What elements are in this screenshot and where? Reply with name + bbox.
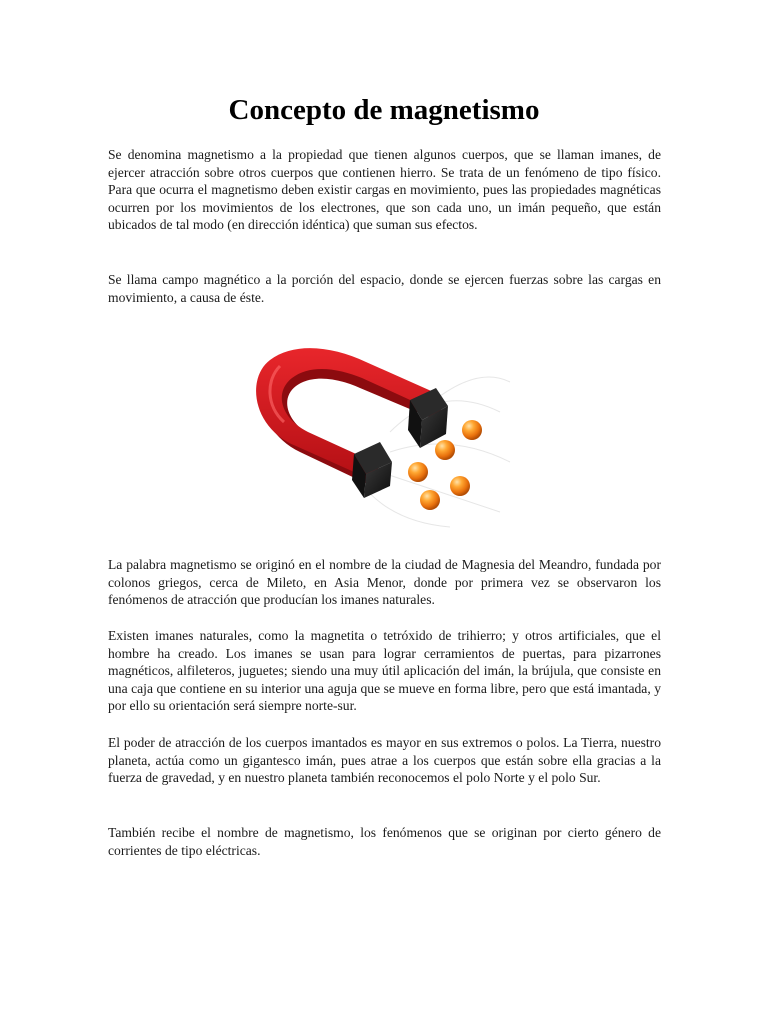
magnet-pole-south bbox=[352, 442, 392, 498]
paragraph-magnetic-field: Se llama campo magnético a la porción del espacio, donde se ejercen fuerzas sobre las cargas en movimiento, a causa de éste. bbox=[108, 272, 661, 305]
paragraph-natural-artificial: Existen imanes naturales, como la magnetita o tetróxido de trihierro; y otros artificiales, que el hombre ha creado. Los imanes se usan para lograr cerramientos de puertas, para pizarrones magnéticos, alfileteros, juguetes; siendo una muy útil aplicación del imán, la brújula, que consiste en una caja que contiene en su interior una aguja que se mueve en forma libre, pero que está imantada, y por ello su orientación será siempre norte-sur. bbox=[108, 628, 661, 714]
paragraph-etymology: La palabra magnetismo se originó en el nombre de la ciudad de Magnesia del Meandro, fundada por colonos griegos, cerca de Mileto, en Asia Menor, donde por primera vez se observaron los fenómenos de atracción que producían los imanes naturales. bbox=[108, 557, 661, 608]
paragraph-poles: El poder de atracción de los cuerpos imantados es mayor en sus extremos o polos. La Tierra, nuestro planeta, actúa como un gigantesco imán, pues atrae a los cuerpos que están sobre ella gracias a la fuerza de gravedad, y en nuestro planeta también reconocemos el polo Norte y el polo Sur. bbox=[108, 735, 661, 786]
page-title: Concepto de magnetismo bbox=[228, 94, 540, 126]
paragraph-definition: Se denomina magnetismo a la propiedad que tienen algunos cuerpos, que se llaman imanes, de ejercer atracción sobre otros cuerpos que contienen hierro. Se trata de un fenómeno de tipo físico. Para que ocurra el magnetismo deben existir cargas en movimiento, pues las propiedades magnéticas ocurren por los movimientos de los electrones, que son cada uno, un imán pequeño, que están ubicados de tal modo (en dirección idéntica) que suman sus efectos. bbox=[108, 147, 661, 233]
horseshoe-magnet-icon bbox=[240, 322, 526, 534]
magnet-illustration bbox=[240, 322, 526, 534]
paragraph-currents: También recibe el nombre de magnetismo, los fenómenos que se originan por cierto género de corrientes de tipo eléctricas. bbox=[108, 825, 661, 858]
